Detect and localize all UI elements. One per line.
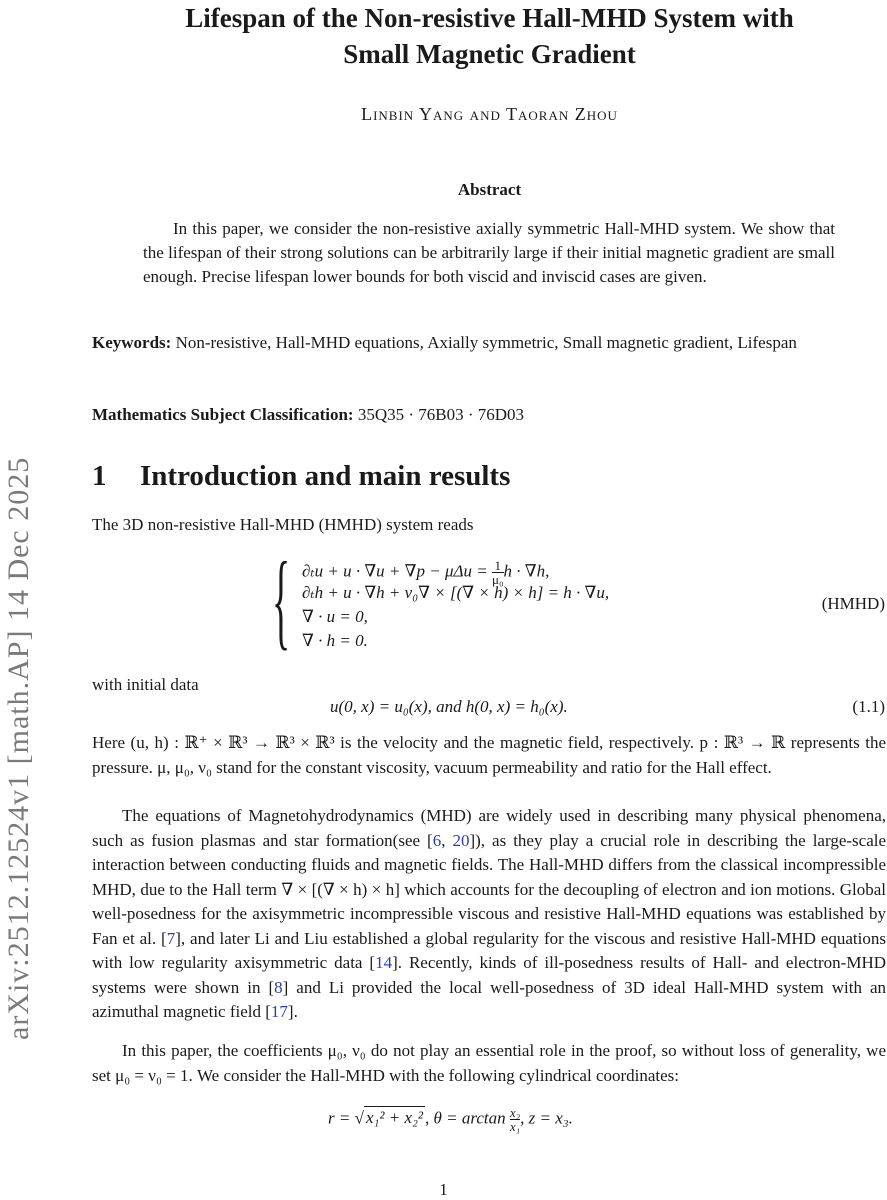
citation-14[interactable]: 14: [375, 953, 393, 972]
cyl-sqrt: x₁² + x₂²: [365, 1108, 424, 1128]
eq1-rhs: h · ∇h,: [503, 561, 550, 581]
msc-label: Mathematics Subject Classification:: [92, 405, 354, 424]
mhd-text-5: ] and Li provided the local well-posedness of 3D ideal Hall-MHD system with an azimuthal magnetic field [: [92, 977, 887, 1021]
mhd-text-2: ]), as they play a crucial role in describing the large-scale interaction between conducting fluids and magnetic fields. The Hall-MHD differs from the classical incompressible MHD, due to the Hall term ∇ × [(∇ × h) × h] which accounts for the decoupling of electron and ion motions. Global well-posedness for the axisymmetric incompressible viscous and resistive Hall-MHD equations was established by Fan et al. [: [92, 830, 887, 948]
cyl-frac-den: x₁: [509, 1119, 521, 1134]
mhd-paragraph: The equations of Magnetohydrodynamics (MHD) are widely used in describing many physical phenomena, such as fusion plasmas and star formation(see [6, 20]), as they play a crucial role in describing the large-scale interaction between conducting fluids and magnetic fields. The Hall-MHD differs from the classical incompressible MHD, due to the Hall term ∇ × [(∇ × h) × h] which accounts for the decoupling of electron and ion motions. Global well-posedness for the axisymmetric incompressible viscous and resistive Hall-MHD equations was established by Fan et al. [7], and later Li and Liu established a global regularity for the viscous and resistive Hall-MHD equations with low regularity axisymmetric data [14]. Recently, kinds of ill-posedness results of Hall- and electron-MHD systems were shown in [8] and Li provided the local well-posedness of 3D ideal Hall-MHD system with an azimuthal magnetic field [17].: [92, 806, 887, 1021]
eq1-fraction: [492, 559, 504, 586]
citation-20[interactable]: 20: [452, 830, 470, 850]
citation-7[interactable]: 7: [166, 928, 176, 948]
citation-17[interactable]: 17: [270, 1002, 288, 1021]
intro-line: The 3D non-resistive Hall-MHD (HMHD) system reads: [92, 515, 474, 534]
msc-text: 35Q35 · 76B03 · 76D03: [357, 405, 525, 424]
eq1-frac-den: μ₀: [491, 572, 504, 587]
cyl-r: r =: [328, 1108, 355, 1128]
with-initial-data: with initial data: [92, 675, 199, 694]
equation-line-1: [302, 559, 549, 586]
arxiv-identifier: arXiv:2512.12524v1 [math.AP] 14 Dec 2025: [2, 456, 35, 1040]
equation-1-1: u(0, x) = u₀(x), and h(0, x) = h₀(x).: [330, 697, 568, 716]
cyl-fraction: [510, 1106, 520, 1133]
citation-8[interactable]: 8: [274, 977, 283, 997]
keywords-text: Non-resistive, Hall-MHD equations, Axially symmetric, Small magnetic gradient, Lifespan: [175, 333, 797, 352]
title-line-1: Lifespan of the Non-resistive Hall-MHD System with: [185, 3, 794, 33]
cyl-theta: , θ = arctan: [425, 1108, 510, 1128]
left-brace: {: [272, 541, 291, 660]
eq1-lhs: ∂ₜu + u · ∇u + ∇p − μΔu =: [302, 561, 492, 581]
eq1-frac-num: 1: [494, 558, 501, 573]
equation-line-3: ∇ · u = 0,: [302, 607, 368, 626]
cylindrical-coordinates: [328, 1106, 573, 1133]
hmhd-tag: (HMHD): [821, 594, 885, 613]
page-number: 1: [439, 1180, 448, 1199]
here-paragraph: Here (u, h) : ℝ⁺ × ℝ³ → ℝ³ × ℝ³ is the velocity and the magnetic field, respectively. p : ℝ³ → ℝ represents the pressure. μ, μ₀, ν₀ stand for the constant viscosity, vacuum permeability and ratio for the Hall effect.: [92, 733, 886, 777]
section-number: 1: [92, 460, 107, 492]
citation-6[interactable]: 6: [432, 830, 442, 850]
msc: [92, 403, 886, 428]
mhd-text-1: The equations of Magnetohydrodynamics (MHD) are widely used in describing many physical phenomena, such as fusion plasmas and star formation(see [: [92, 806, 886, 850]
eq-1-1-tag: (1.1): [852, 697, 885, 716]
keywords: [92, 331, 886, 356]
section-title: Introduction and main results: [140, 460, 511, 492]
equation-line-4: ∇ · h = 0.: [302, 631, 368, 650]
sqrt-sign: √: [354, 1108, 364, 1128]
keywords-label: Keywords:: [92, 333, 172, 352]
cyl-frac-num: x₂: [509, 1105, 521, 1120]
equation-line-2: ∂ₜh + u · ∇h + ν₀∇ × [(∇ × h) × h] = h · ∇u,: [302, 583, 610, 602]
abstract-heading: Abstract: [457, 180, 522, 199]
abstract-body: In this paper, we consider the non-resistive axially symmetric Hall-MHD system. We show that the lifespan of their strong solutions can be arbitrarily large if their initial magnetic gradient are small enough. Precise lifespan lower bounds for both viscid and inviscid cases are given.: [143, 219, 835, 286]
paper-title: [92, 0, 887, 72]
cyl-z: , z = x₃.: [520, 1108, 573, 1128]
title-line-2: Small Magnetic Gradient: [343, 39, 636, 69]
authors: Linbin Yang and Taoran Zhou: [361, 104, 618, 124]
mhd-text-6: ].: [287, 1002, 298, 1021]
mhd-text-3: ], and later Li and Liu established a global regularity for the viscous and resistive Hall-MHD equations with low regularity axisymmetric data [: [92, 928, 886, 972]
mhd-text-4: ]. Recently, kinds of ill-posedness results of Hall- and electron-MHD systems were shown in [: [92, 953, 886, 997]
coefficients-paragraph: In this paper, the coefficients μ₀, ν₀ do not play an essential role in the proof, so without loss of generality, we set μ₀ = ν₀ = 1. We consider the Hall-MHD with the following cylindrical coordinates:: [92, 1041, 886, 1085]
section-heading: [92, 460, 510, 493]
